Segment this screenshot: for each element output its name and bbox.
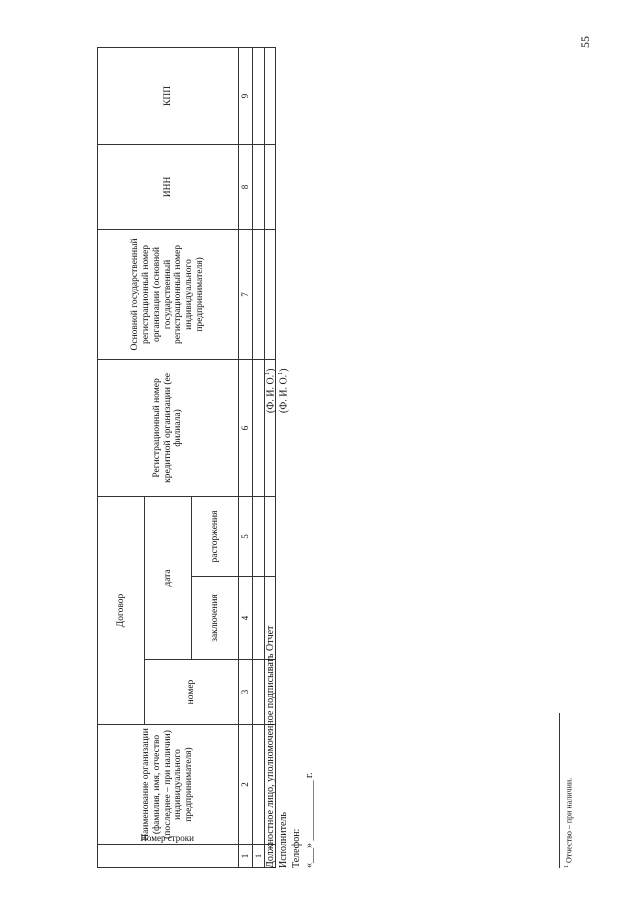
table-cell (253, 496, 265, 576)
column-number: 2 (239, 725, 253, 845)
column-number: 7 (239, 229, 253, 359)
header-contract: Договор (98, 496, 145, 724)
header-organization-name: Наименование организации (фамилия, имя, отчество (последнее – при наличии) индивидуального предпринимателя) (98, 725, 239, 845)
header-inn: ИНН (98, 144, 239, 229)
table-cell (253, 229, 265, 359)
report-table (97, 47, 276, 868)
table-cell (253, 47, 265, 144)
header-kpp: КПП (98, 47, 239, 144)
header-ogrn: Основной государственный регистрационный номер организации (основной государственный регистрационный номер индивидуального предпринимателя) (98, 229, 239, 359)
column-number: 1 (239, 845, 253, 868)
column-number: 4 (239, 577, 253, 660)
table-cell (265, 229, 276, 359)
header-row-1 (98, 47, 145, 867)
column-number: 9 (239, 47, 253, 144)
header-date-termination: расторжения (192, 496, 239, 576)
header-contract-number: номер (145, 660, 239, 725)
table-cell (253, 359, 265, 496)
column-number: 3 (239, 660, 253, 725)
footnote: $^1$ Отчество – при наличии. (564, 777, 574, 868)
table-cell (265, 47, 276, 144)
header-contract-date: дата (145, 496, 192, 659)
column-number: 6 (239, 359, 253, 496)
column-number-row (239, 47, 253, 867)
phone-label: Телефон: (291, 828, 302, 868)
header-registration-number: Регистрационный номер кредитной организации (ее филиала) (98, 359, 239, 496)
table-cell (265, 144, 276, 229)
table-cell (253, 577, 265, 660)
official-fio: (Ф. И. О.$^1$) (265, 368, 277, 413)
column-number: 5 (239, 496, 253, 576)
date-line: «___» ____________ г. (304, 772, 315, 868)
table-cell (253, 725, 265, 845)
header-date-conclusion: заключения (192, 577, 239, 660)
column-number: 8 (239, 144, 253, 229)
table-cell (253, 144, 265, 229)
executor-label: Исполнитель (278, 812, 289, 868)
executor-fio: (Ф. И. О.$^1$) (278, 368, 290, 413)
page-number: 55 (578, 36, 592, 48)
table-cell (265, 496, 276, 576)
table-row (253, 47, 265, 867)
table-cell: 1 (253, 845, 265, 868)
header-line-number: Номер строки (98, 845, 239, 868)
official-signature-label: Должностное лицо, уполномоченное подписывать Отчет (265, 625, 276, 868)
footnote-divider (559, 713, 560, 868)
table-cell (253, 660, 265, 725)
rotated-page-content (97, 48, 640, 868)
